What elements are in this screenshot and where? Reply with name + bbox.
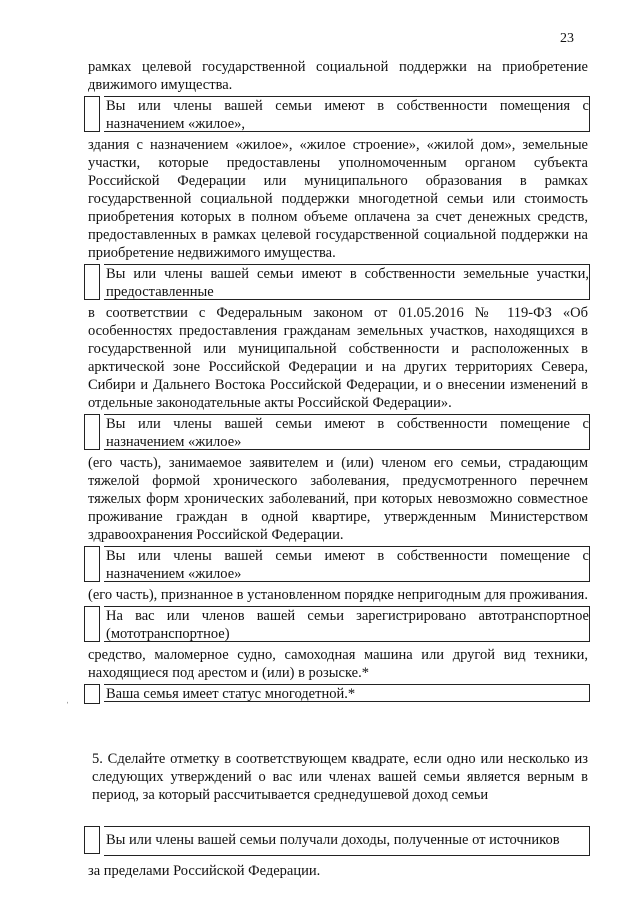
- item-continuation: в соответствии с Федеральным законом от 01.05.2016 № 119-ФЗ «Об особенностях предоставления гражданам земельных участков, находящихся в государственной или муниципальной собственности и расположенных в арктической зоне Российской Федерации и на других территориях Севера, Сибири и Дальнего Востока Российской Федерации, и о внесении изменений в отдельные законодательные акты Российской Федерации».: [88, 305, 588, 411]
- checkbox-label: Вы или члены вашей семьи имеют в собственности помещение с назначением «жилое»: [106, 548, 589, 582]
- page-content: [88, 58, 588, 880]
- item-continuation: средство, маломерное судно, самоходная машина или другой вид техники, находящиеся под арестом и (или) в розыске.*: [88, 647, 588, 681]
- checkbox-item-5[interactable]: [88, 606, 588, 646]
- checkbox[interactable]: [84, 264, 100, 300]
- checkbox[interactable]: [84, 96, 100, 132]
- checkbox-label: На вас или членов вашей семьи зарегистрировано автотранспортное (мототранспортное): [106, 608, 589, 642]
- checkbox-label: Вы или члены вашей семьи получали доходы, полученные от источников: [104, 826, 590, 856]
- item-continuation: (его часть), занимаемое заявителем и (или) членом его семьи, страдающим тяжелой формой хронического заболевания, предусмотренного перечнем тяжелых форм хронических заболеваний, при которых невозможно совместное проживание граждан в одной квартире, утвержденным Министерством здравоохранения Российской Федерации.: [88, 455, 588, 543]
- checkbox-item-6[interactable]: [88, 684, 588, 706]
- checkbox-label: Вы или члены вашей семьи имеют в собственности помещение с назначением «жилое»: [106, 416, 589, 450]
- checkbox[interactable]: [84, 684, 100, 704]
- checkbox[interactable]: [84, 826, 100, 854]
- item-continuation: здания с назначением «жилое», «жилое строение», «жилой дом», земельные участки, которые предоставлены уполномоченным органом субъекта Российской Федерации или муниципального образования в рамках государственной социальной поддержки многодетной семьи или стоимость приобретения которых в полном объеме оплачена за счет денежных средств, предоставленных в рамках целевой государственной социальной поддержки на приобретение недвижимого имущества.: [88, 137, 588, 261]
- item-continuation: за пределами Российской Федерации.: [88, 863, 321, 879]
- margin-mark: ˌ: [66, 693, 70, 704]
- checkbox-label: Ваша семья имеет статус многодетной.*: [104, 684, 590, 702]
- page-number: 23: [560, 31, 574, 46]
- checkbox[interactable]: [84, 414, 100, 450]
- checkbox[interactable]: [84, 606, 100, 642]
- item-continuation: (его часть), признанное в установленном порядке непригодным для проживания.: [88, 587, 588, 603]
- checkbox-label: Вы или члены вашей семьи имеют в собственности земельные участки, предоставленные: [106, 266, 589, 300]
- checkbox-item-foreign-income[interactable]: [88, 826, 588, 856]
- checkbox-item-2[interactable]: [88, 264, 588, 304]
- section-5-instruction: 5. Сделайте отметку в соответствующем квадрате, если одно или несколько из следующих утверждений о вас или членах вашей семьи является верным в период, за который рассчитывается среднедушевой доход семьи: [92, 751, 588, 803]
- checkbox-item-1[interactable]: [88, 96, 588, 136]
- intro-paragraph: рамках целевой государственной социальной поддержки на приобретение движимого имущества.: [88, 59, 588, 93]
- checkbox-label: Вы или члены вашей семьи имеют в собственности помещения с назначением «жилое»,: [106, 98, 589, 132]
- checkbox-item-4[interactable]: [88, 546, 588, 586]
- checkbox-item-3[interactable]: [88, 414, 588, 454]
- checkbox[interactable]: [84, 546, 100, 582]
